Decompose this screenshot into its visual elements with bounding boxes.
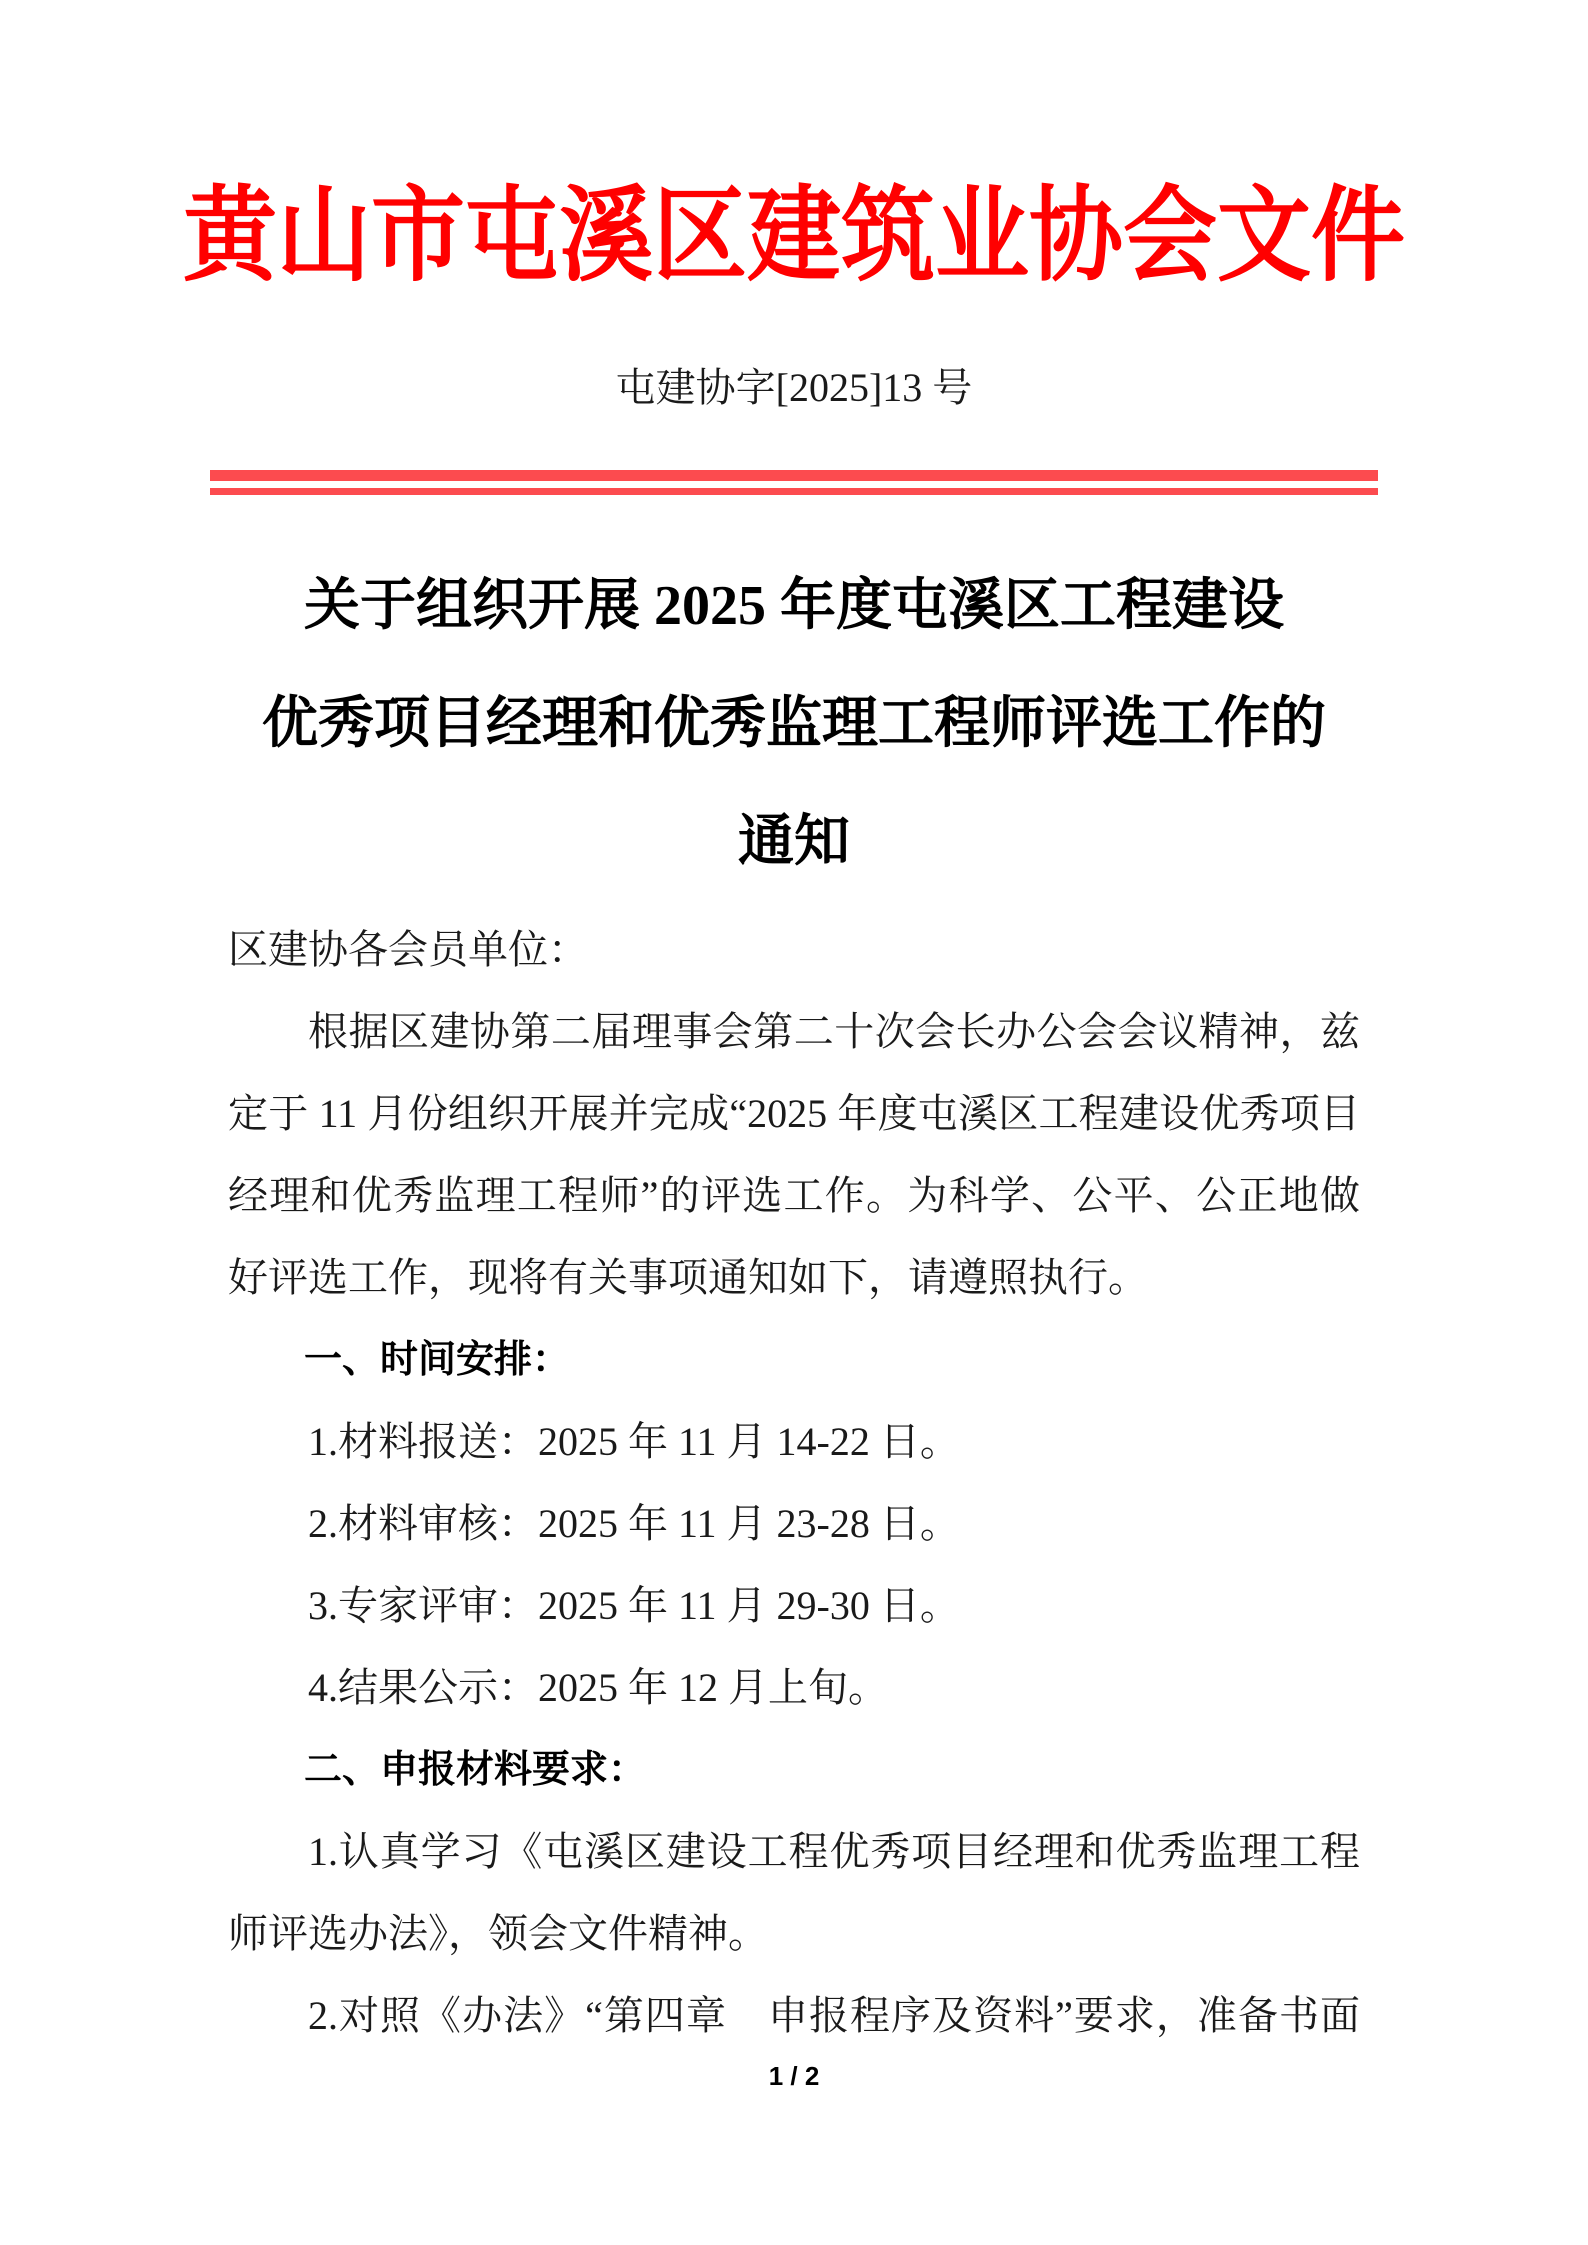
salutation: 区建协各会员单位： <box>228 927 588 972</box>
schedule-item: 4.结果公示：2025 年 12 月上旬。 <box>308 1665 888 1710</box>
notice-body <box>228 909 1360 2057</box>
body-line: 定于 11 月份组织开展并完成“2025 年度屯溪区工程建设优秀项目 <box>228 1091 1360 1136</box>
schedule-item: 3.专家评审：2025 年 11 月 29-30 日。 <box>308 1583 960 1628</box>
page-indicator: 1 / 2 <box>768 2061 820 2091</box>
notice-title-line-1: 关于组织开展 2025 年度屯溪区工程建设 <box>304 575 1284 637</box>
body-line: 好评选工作，现将有关事项通知如下，请遵照执行。 <box>228 1255 1148 1300</box>
schedule-item: 2.材料审核：2025 年 11 月 23-28 日。 <box>308 1501 960 1546</box>
masthead-title: 黄山市屯溪区建筑业协会文件 <box>182 179 1405 295</box>
doc-number: 屯建协字[2025]13 号 <box>615 365 973 410</box>
schedule-item: 1.材料报送：2025 年 11 月 14-22 日。 <box>308 1419 960 1464</box>
notice-title-line-3: 通知 <box>738 811 850 873</box>
header-divider <box>210 470 1378 495</box>
divider-line-thin <box>210 488 1378 495</box>
body-line: 2.对照《办法》“第四章 申报程序及资料”要求，准备书面 <box>308 1993 1360 2038</box>
divider-line-thick <box>210 470 1378 481</box>
body-line: 经理和优秀监理工程师”的评选工作。为科学、公平、公正地做 <box>228 1173 1360 1218</box>
notice-title <box>144 547 1444 901</box>
section-heading-2: 二、申报材料要求： <box>304 1749 647 1791</box>
notice-title-line-2: 优秀项目经理和优秀监理工程师评选工作的 <box>262 693 1326 755</box>
body-line: 1.认真学习《屯溪区建设工程优秀项目经理和优秀监理工程 <box>308 1829 1360 1874</box>
body-line: 师评选办法》，领会文件精神。 <box>228 1911 768 1956</box>
body-line: 根据区建协第二届理事会第二十次会长办公会会议精神，兹 <box>308 1009 1360 1054</box>
section-heading-1: 一、时间安排： <box>304 1339 571 1381</box>
